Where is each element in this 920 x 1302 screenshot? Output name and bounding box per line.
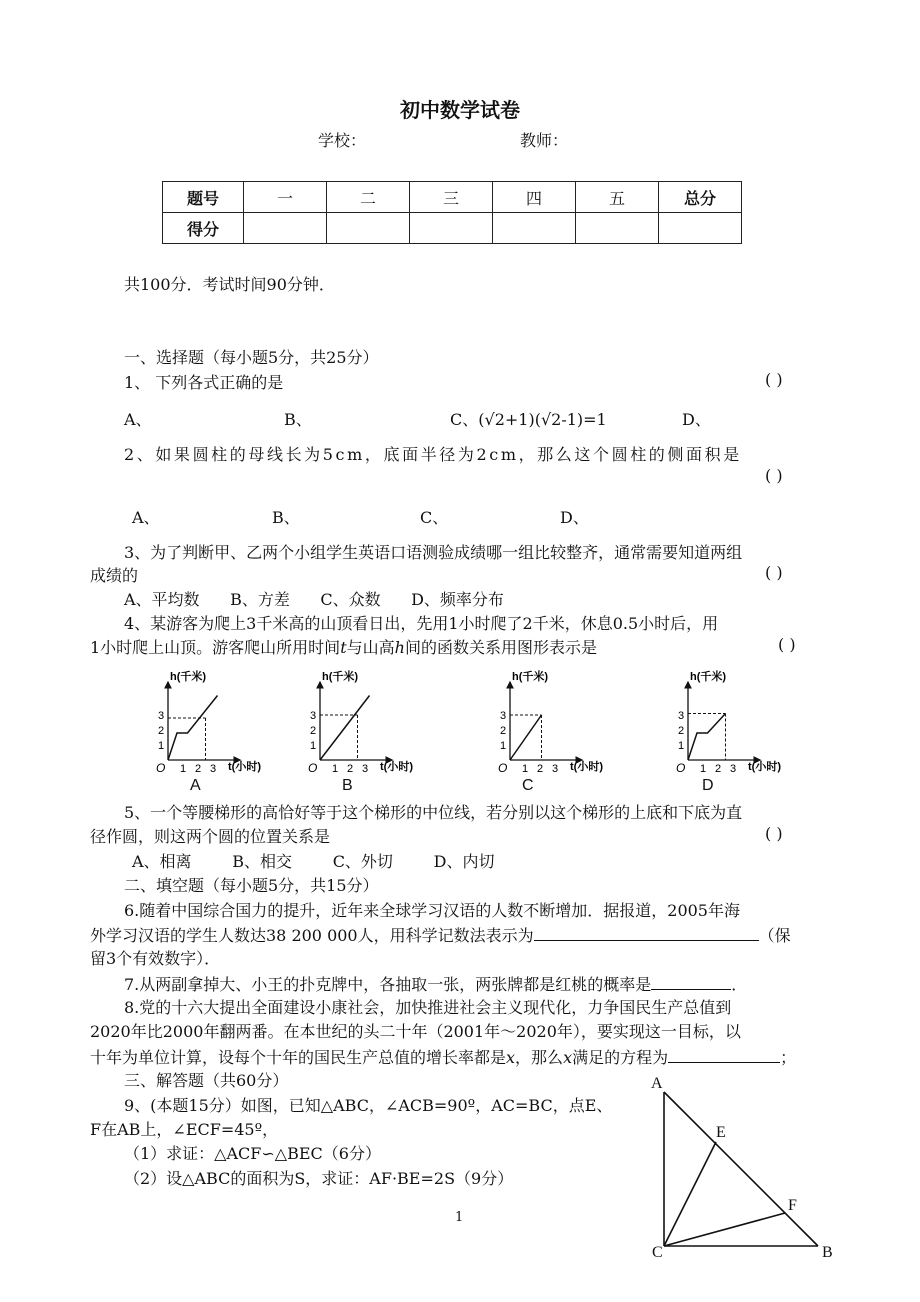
q1-option-c-math: (√2+1)(√2-1)=1 — [478, 410, 607, 429]
vertex-label-c: C — [652, 1244, 663, 1261]
vertex-label-f: F — [788, 1197, 797, 1214]
page-number: 1 — [455, 1210, 464, 1225]
section3-heading: 三、解答题（共60分） — [124, 1071, 289, 1090]
q4-answer-paren: ( ) — [778, 635, 796, 654]
y-axis-label: h(千米) — [690, 671, 727, 683]
series-line — [688, 714, 726, 761]
graph-caption-d: D — [702, 777, 714, 794]
intro-text: 共100分．考试时间90分钟． — [124, 275, 335, 294]
x-tick-label: 3 — [210, 763, 217, 775]
x-tick-label: 2 — [715, 763, 722, 775]
table-cell: 一 — [244, 182, 327, 213]
y-tick-label: 1 — [158, 740, 165, 752]
q5-answer-paren: ( ) — [765, 824, 783, 843]
segment-ce — [664, 1142, 716, 1246]
y-axis-label: h(千米) — [322, 671, 359, 683]
x-axis-label: t(小时) — [748, 761, 781, 773]
y-tick-label: 3 — [500, 710, 507, 722]
table-cell: 总分 — [659, 182, 742, 213]
score-input-cell[interactable] — [244, 213, 327, 244]
x-axis-label: t(小时) — [570, 761, 603, 773]
q7-answer-blank[interactable] — [651, 971, 731, 990]
y-tick-label: 3 — [158, 710, 165, 722]
x-tick-label: 2 — [195, 763, 202, 775]
graph-caption-a: A — [190, 777, 201, 794]
segment-ab — [664, 1092, 818, 1246]
graph-caption-c: C — [522, 777, 534, 794]
q6-line1: 6.随着中国综合国力的提升，近年来全球学习汉语的人数不断增加．据报道，2005年海 — [124, 901, 740, 920]
x-tick-label: 2 — [347, 763, 354, 775]
q2-option-c: C、 — [420, 508, 449, 527]
q8-line3: 十年为单位计算，设每个十年的国民生产总值的增长率都是x，那么x满足的方程为 ； — [90, 1044, 796, 1068]
q9-line2: F在AB上，∠ECF=45º， — [90, 1120, 279, 1139]
x-tick-label: 1 — [522, 763, 529, 775]
x-tick-label: 1 — [700, 763, 707, 775]
x-tick-label: 1 — [332, 763, 339, 775]
q6-line2: 外学习汉语的学生人数达38 200 000人，用科学记数法表示为 （保 — [90, 922, 791, 946]
y-tick-label: 1 — [310, 740, 317, 752]
table-cell: 题号 — [163, 182, 244, 213]
school-label: 学校： — [318, 131, 367, 150]
y-tick-label: 3 — [678, 710, 685, 722]
q3-answer-paren: ( ) — [765, 563, 783, 582]
section1-heading: 一、选择题（每小题5分，共25分） — [124, 348, 379, 367]
q2-stem: 2、如果圆柱的母线长为5cm，底面半径为2cm，那么这个圆柱的侧面积是 — [124, 445, 742, 464]
origin-label: O — [308, 761, 318, 775]
q4-line1: 4、某游客为爬上3千米高的山顶看日出，先用1小时爬了2千米，休息0.5小时后，用 — [124, 614, 719, 633]
q2-option-b: B、 — [272, 508, 300, 527]
x-axis-label: t(小时) — [380, 761, 413, 773]
table-cell: 四 — [493, 182, 576, 213]
y-tick-label: 2 — [500, 725, 507, 737]
q9-line1: 9、(本题15分）如图，已知△ABC，∠ACB=90º，AC=BC，点E、 — [124, 1096, 613, 1115]
x-axis-label: t(小时) — [228, 761, 261, 773]
vertex-label-a: A — [651, 1075, 663, 1092]
q1-stem: 1、 下列各式正确的是 — [124, 373, 284, 392]
x-tick-label: 3 — [552, 763, 559, 775]
origin-label: O — [676, 761, 686, 775]
table-cell: 三 — [410, 182, 493, 213]
y-tick-label: 2 — [310, 725, 317, 737]
y-tick-label: 1 — [678, 740, 685, 752]
table-cell: 五 — [576, 182, 659, 213]
q8-line1: 8.党的十六大提出全面建设小康社会，加快推进社会主义现代化，力争国民生产总值到 — [124, 998, 732, 1017]
score-input-cell[interactable] — [659, 213, 742, 244]
vertex-label-e: E — [716, 1124, 726, 1141]
q7-text: 7.从两副拿掉大、小王的扑克牌中，各抽取一张，两张牌都是红桃的概率是 ． — [124, 971, 747, 995]
graph-caption-b: B — [342, 777, 353, 794]
q2-option-d: D、 — [560, 508, 589, 527]
origin-label: O — [498, 761, 508, 775]
q6-answer-blank[interactable] — [534, 922, 759, 941]
score-input-cell[interactable] — [327, 213, 410, 244]
page-title: 初中数学试卷 — [400, 98, 520, 122]
q3-line2: 成绩的 — [90, 566, 139, 585]
q4-line2: 1小时爬上山顶。游客爬山所用时间t与山高h间的函数关系用图形表示是 — [90, 638, 597, 657]
section2-heading: 二、填空题（每小题5分，共15分） — [124, 876, 379, 895]
q2-option-a: A、 — [132, 508, 160, 527]
y-axis-label: h(千米) — [512, 671, 549, 683]
q1-option-b: B、 — [284, 410, 312, 429]
q8-line2: 2020年比2000年翻两番。在本世纪的头二十年（2001年～2020年），要实现这一目标，以 — [90, 1022, 741, 1041]
y-axis-label: h(千米) — [170, 671, 207, 683]
table-cell: 二 — [327, 182, 410, 213]
table-cell: 得分 — [163, 213, 244, 244]
x-tick-label: 3 — [362, 763, 369, 775]
vertex-label-b: B — [822, 1244, 833, 1261]
q5-line1: 5、一个等腰梯形的高恰好等于这个梯形的中位线，若分别以这个梯形的上底和下底为直 — [124, 803, 743, 822]
series-line — [320, 696, 370, 761]
q8-answer-blank[interactable] — [668, 1044, 780, 1063]
q5-options: A、相离 B、相交 C、外切 D、内切 — [132, 852, 495, 871]
series-line — [168, 696, 218, 761]
q9-part1: （1）求证：△ACF∽△BEC（6分） — [124, 1144, 381, 1163]
score-table-score-row — [163, 213, 742, 244]
origin-label: O — [156, 761, 166, 775]
series-line — [510, 715, 542, 760]
q1-answer-paren: ( ) — [765, 370, 783, 389]
x-tick-label: 1 — [180, 763, 187, 775]
q2-answer-paren: ( ) — [765, 466, 783, 485]
score-table-header-row — [163, 182, 742, 213]
x-tick-label: 3 — [730, 763, 737, 775]
score-table — [162, 181, 742, 244]
x-tick-label: 2 — [537, 763, 544, 775]
q6-line3: 留3个有效数字）． — [90, 949, 221, 968]
teacher-label: 教师： — [520, 131, 569, 150]
score-input-cell[interactable] — [576, 213, 659, 244]
q3-line1: 3、为了判断甲、乙两个小组学生英语口语测验成绩哪一组比较整齐，通常需要知道两组 — [124, 543, 743, 562]
score-input-cell[interactable] — [410, 213, 493, 244]
y-tick-label: 3 — [310, 710, 317, 722]
y-tick-label: 1 — [500, 740, 507, 752]
q3-options: A、平均数 B、方差 C、众数 D、频率分布 — [124, 590, 504, 609]
y-tick-label: 2 — [158, 725, 165, 737]
q1-option-a: A、 — [124, 410, 152, 429]
q1-option-c: C、(√2+1)(√2-1)=1 — [450, 410, 607, 429]
segment-cf — [664, 1213, 785, 1246]
q9-part2: （2）设△ABC的面积为S，求证：AF·BE=2S（9分） — [124, 1169, 514, 1188]
q5-line2: 径作圆，则这两个圆的位置关系是 — [90, 827, 331, 846]
y-tick-label: 2 — [678, 725, 685, 737]
score-input-cell[interactable] — [493, 213, 576, 244]
q1-option-d: D、 — [682, 410, 711, 429]
